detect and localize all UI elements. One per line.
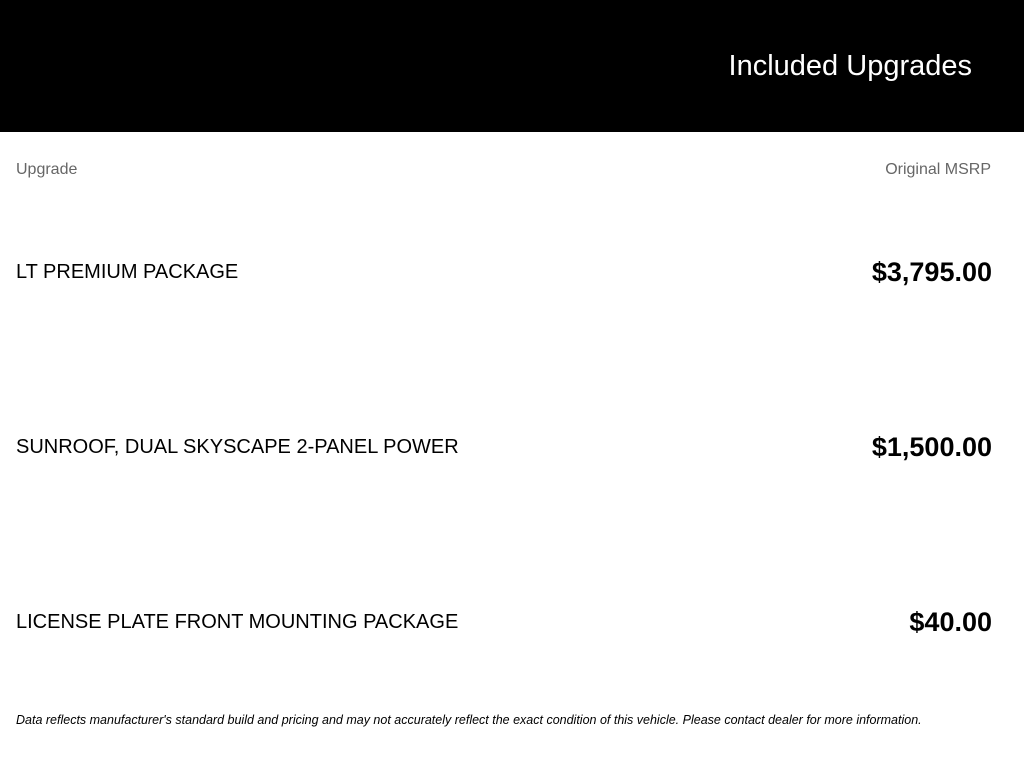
upgrade-price: $3,795.00 [871, 257, 992, 287]
upgrade-row [16, 427, 992, 467]
upgrade-name: SUNROOF, DUAL SKYSCAPE 2-PANEL POWER [16, 436, 459, 458]
page-title: Included Upgrades [728, 50, 972, 82]
column-header-msrp: Original MSRP [885, 161, 991, 178]
upgrade-row [16, 602, 992, 642]
disclaimer-text: Data reflects manufacturer's standard build and pricing and may not accurately reflect the exact condition of this vehicle. Please contact dealer for more information. [16, 713, 922, 727]
header-bar [0, 0, 1024, 132]
column-header-upgrade: Upgrade [16, 161, 78, 178]
upgrade-price: $1,500.00 [871, 432, 992, 462]
upgrade-name: LT PREMIUM PACKAGE [16, 261, 239, 283]
upgrade-price: $40.00 [909, 607, 992, 637]
upgrade-name: LICENSE PLATE FRONT MOUNTING PACKAGE [16, 611, 459, 633]
upgrade-row [16, 252, 992, 292]
